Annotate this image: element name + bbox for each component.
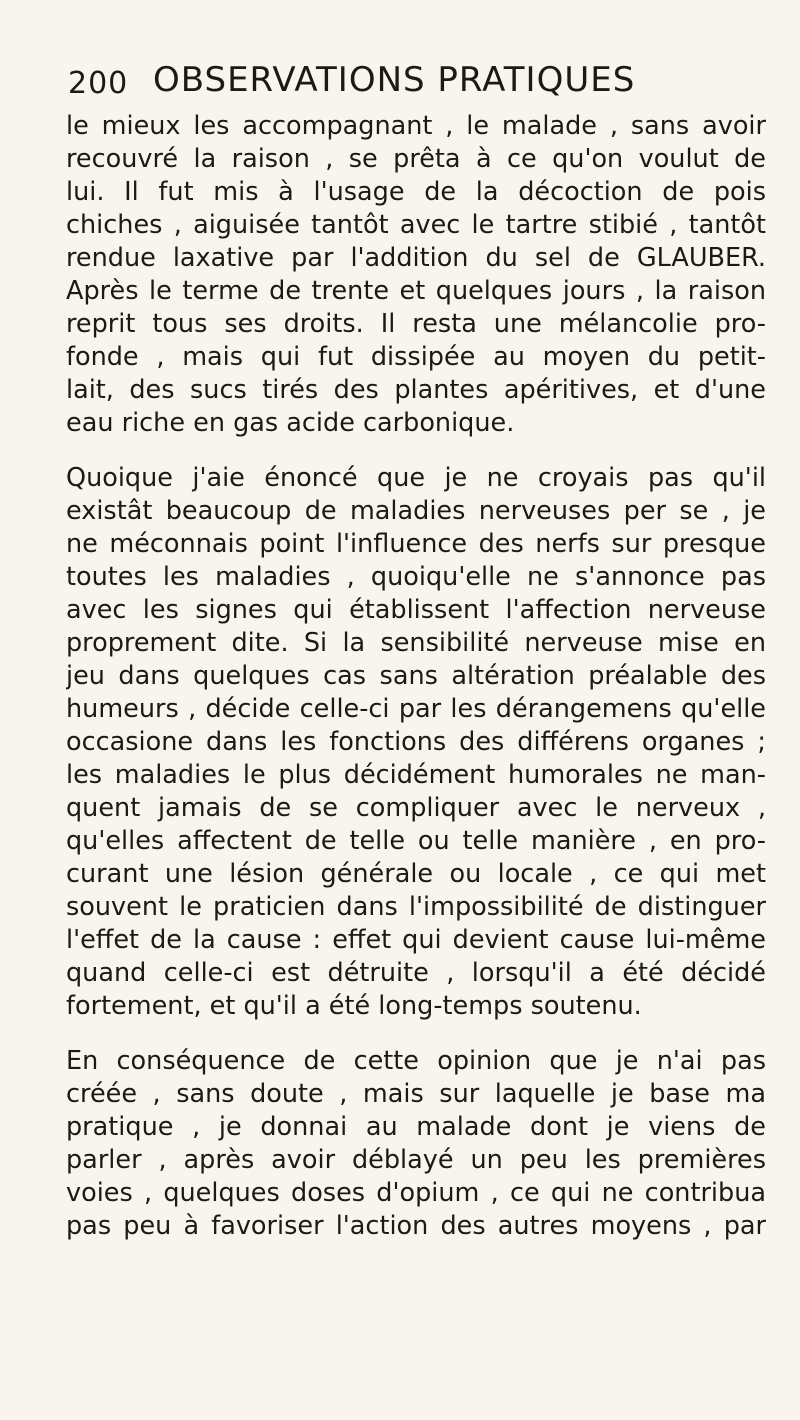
- text-line: créée , sans doute , mais sur laquelle je base ma: [66, 1079, 766, 1109]
- text-line: rendue laxative par l'addition du sel de GLAUBER.: [66, 243, 766, 273]
- text-line: toutes les maladies , quoiqu'elle ne s'annonce pas: [66, 562, 766, 592]
- text-line: curant une lésion générale ou locale , ce qui met: [66, 859, 766, 889]
- text-line: occasione dans les fonctions des différens organes ;: [66, 727, 766, 757]
- text-line: l'effet de la cause : effet qui devient cause lui-même: [66, 925, 766, 955]
- text-line: pas peu à favoriser l'action des autres moyens , par: [66, 1211, 766, 1241]
- text-line: quand celle-ci est détruite , lorsqu'il a été décidé: [66, 958, 766, 988]
- text-line: avec les signes qui établissent l'affection nerveuse: [66, 595, 766, 625]
- paragraph-2: [66, 462, 766, 1023]
- text-line: Après le terme de trente et quelques jours , la raison: [66, 276, 766, 306]
- text-line: chiches , aiguisée tantôt avec le tartre stibié , tantôt: [66, 210, 766, 240]
- paragraph-gap: [66, 440, 766, 462]
- text-line: existât beaucoup de maladies nerveuses per se , je: [66, 496, 766, 526]
- text-line: lui. Il fut mis à l'usage de la décoction de pois: [66, 177, 766, 207]
- paragraph-gap: [66, 1023, 766, 1045]
- paragraph-3: [66, 1045, 766, 1243]
- text-line: quent jamais de se compliquer avec le nerveux ,: [66, 793, 766, 823]
- page-header: [68, 60, 768, 104]
- text-line: qu'elles affectent de telle ou telle manière , en pro-: [66, 826, 766, 856]
- text-line: fortement, et qu'il a été long-temps soutenu.: [66, 991, 642, 1021]
- paragraph-1: [66, 110, 766, 440]
- body-text: [66, 110, 766, 1243]
- text-line: proprement dite. Si la sensibilité nerveuse mise en: [66, 628, 766, 658]
- text-line: ne méconnais point l'influence des nerfs sur presque: [66, 529, 766, 559]
- running-head: OBSERVATIONS PRATIQUES: [153, 60, 636, 100]
- text-line: humeurs , décide celle-ci par les dérangemens qu'elle: [66, 694, 766, 724]
- text-line: eau riche en gas acide carbonique.: [66, 408, 515, 438]
- text-line: parler , après avoir déblayé un peu les premières: [66, 1145, 766, 1175]
- text-line: reprit tous ses droits. Il resta une mélancolie pro-: [66, 309, 766, 339]
- page-number: 200: [68, 66, 129, 101]
- text-line: En conséquence de cette opinion que je n'ai pas: [66, 1046, 766, 1076]
- text-line: souvent le praticien dans l'impossibilité de distinguer: [66, 892, 766, 922]
- text-line: voies , quelques doses d'opium , ce qui ne contribua: [66, 1178, 766, 1208]
- text-line: le mieux les accompagnant , le malade , sans avoir: [66, 111, 766, 141]
- text-line: pratique , je donnai au malade dont je viens de: [66, 1112, 766, 1142]
- text-line: lait, des sucs tirés des plantes apéritives, et d'une: [66, 375, 766, 405]
- text-line: jeu dans quelques cas sans altération préalable des: [66, 661, 766, 691]
- text-line: les maladies le plus décidément humorales ne man-: [66, 760, 766, 790]
- text-line: fonde , mais qui fut dissipée au moyen du petit-: [66, 342, 766, 372]
- text-line: recouvré la raison , se prêta à ce qu'on voulut de: [66, 144, 766, 174]
- text-line: Quoique j'aie énoncé que je ne croyais pas qu'il: [66, 463, 766, 493]
